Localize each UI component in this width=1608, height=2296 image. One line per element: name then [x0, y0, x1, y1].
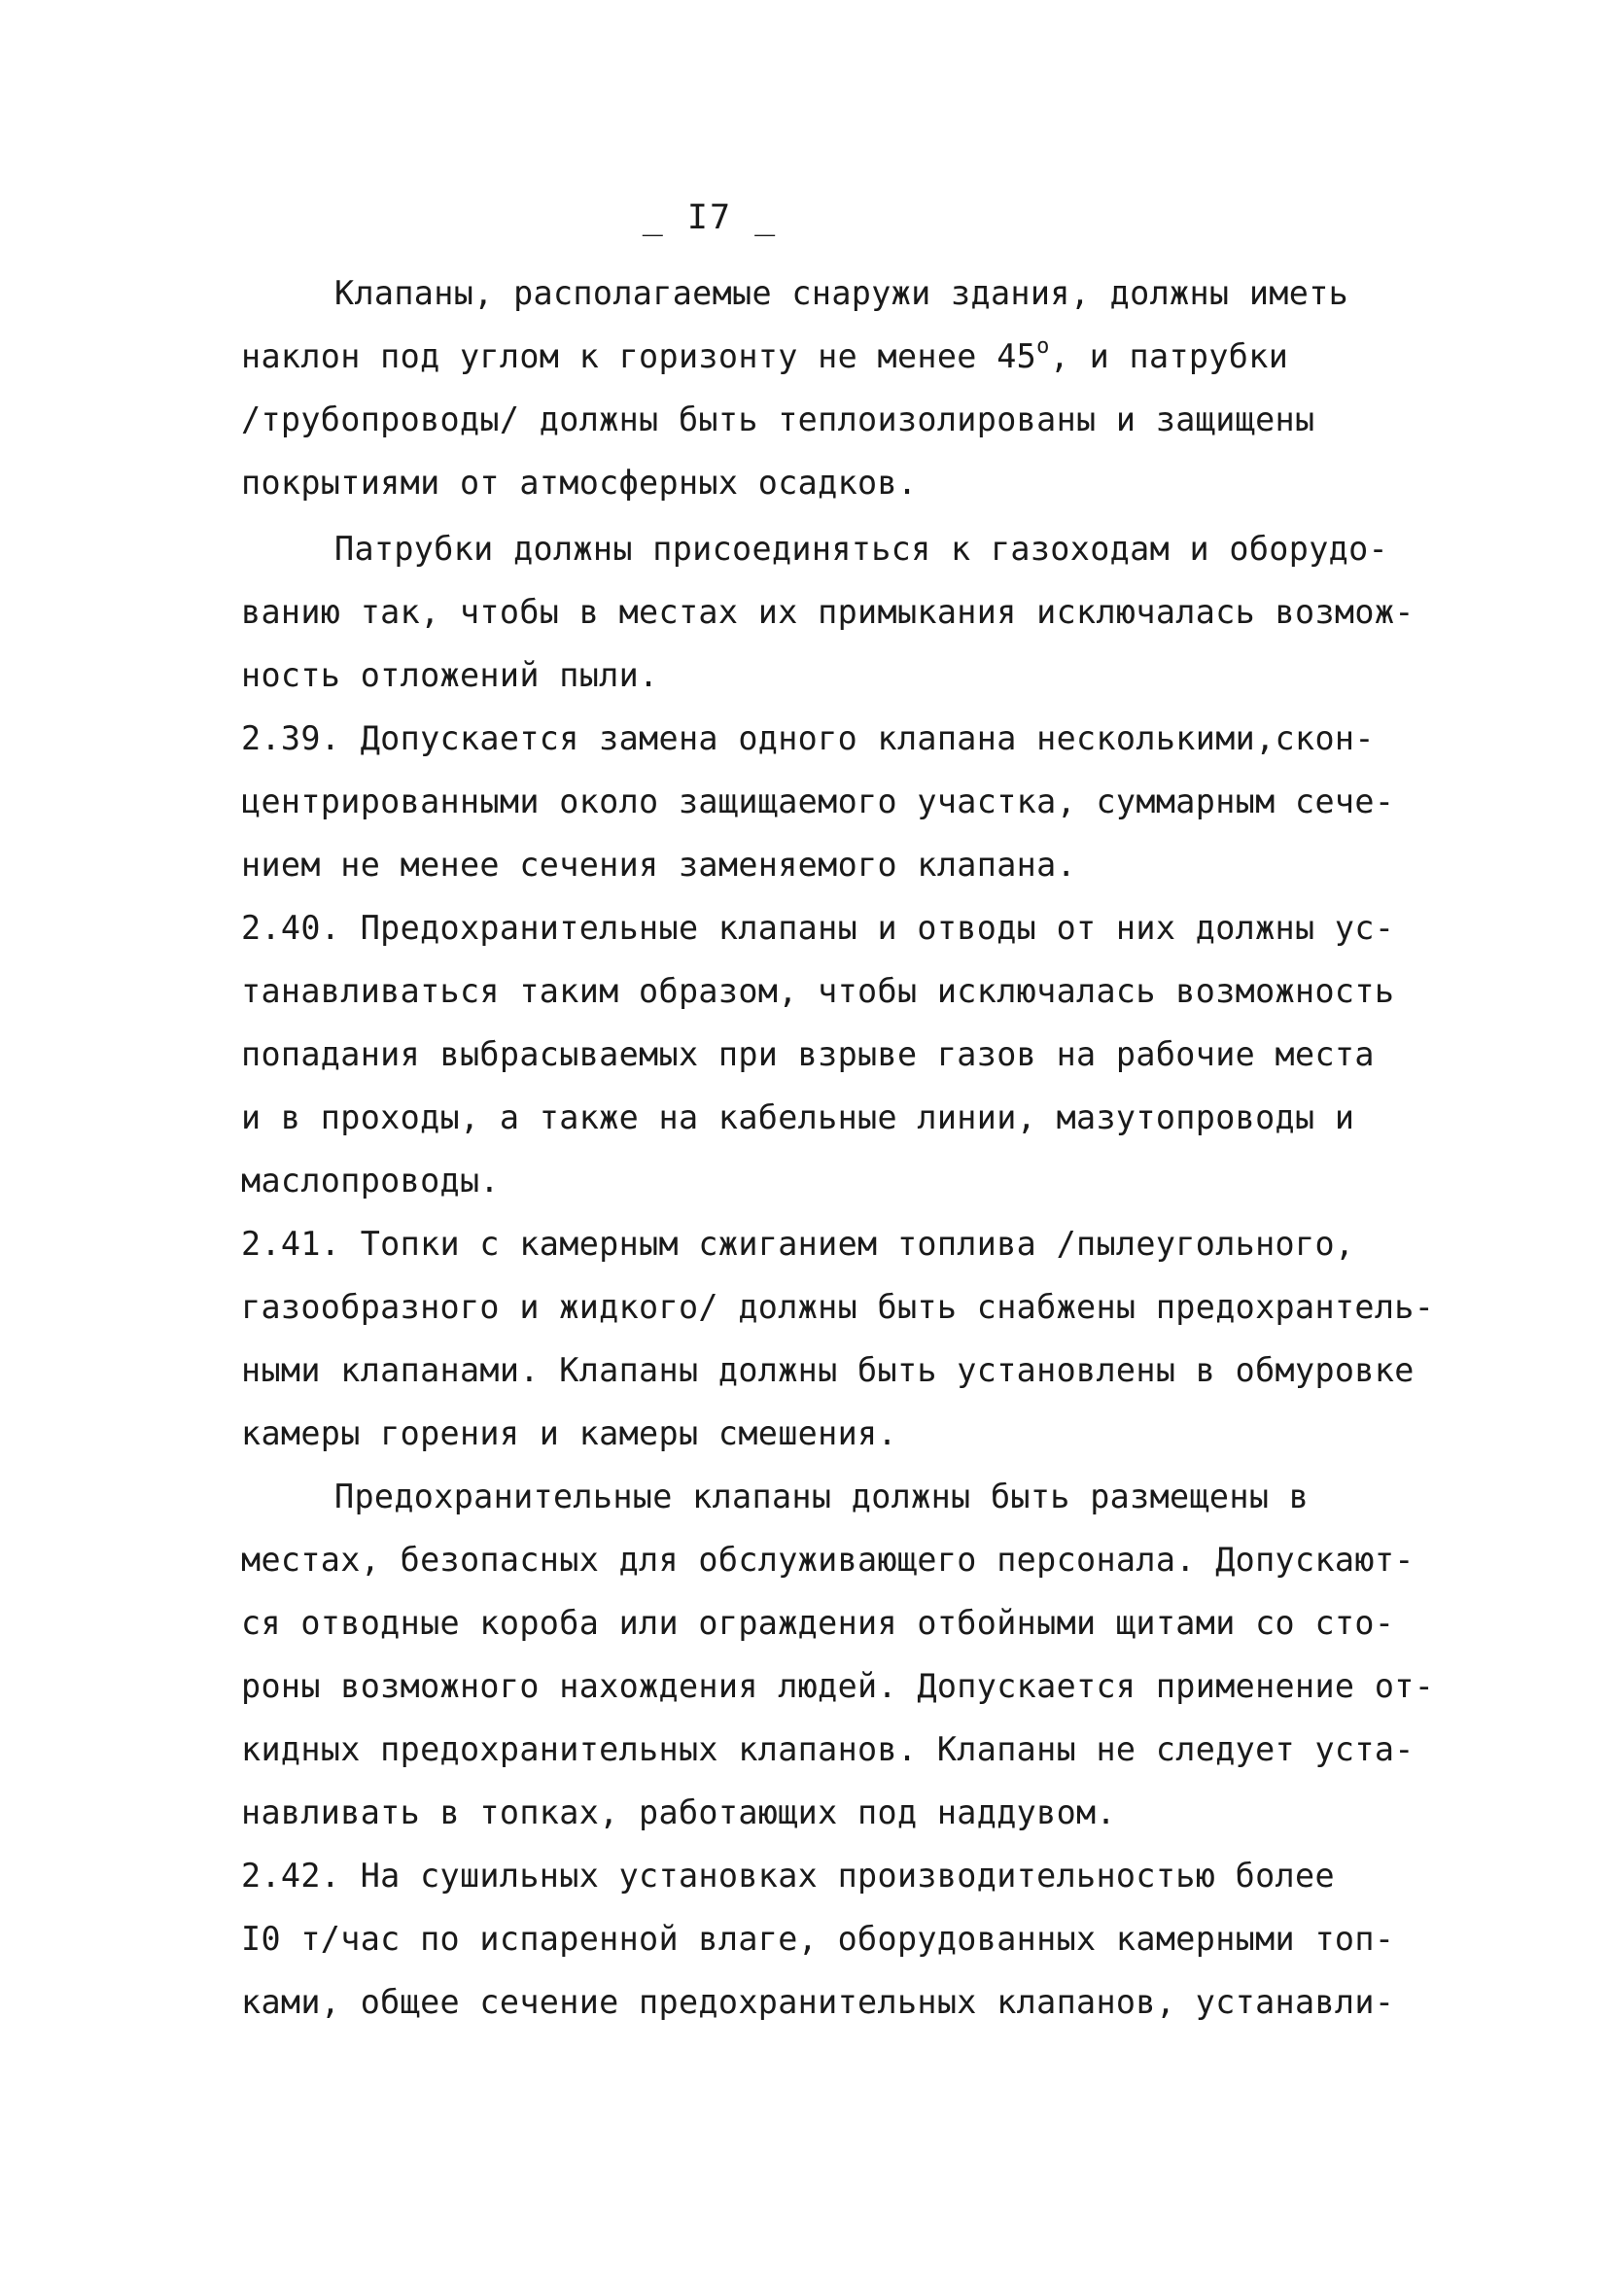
text-line-5: Патрубки должны присоединяться к газоходам и оборудо- — [334, 530, 1389, 568]
text-line-21: местах, безопасных для обслуживающего персонала. Допускают- — [241, 1541, 1415, 1579]
text-line-4: покрытиями от атмосферных осадков. — [241, 464, 918, 502]
text-line-22: ся отводные короба или ограждения отбойными щитами со сто- — [241, 1604, 1395, 1642]
text-line-2 — [241, 333, 1289, 375]
text-line-12: танавливаться таким образом, чтобы исключалась возможность — [241, 972, 1395, 1010]
text-line-11: 2.40. Предохранительные клапаны и отводы от них должны ус- — [241, 909, 1395, 947]
text-line-9: центрированными около защищаемого участка, суммарным сече- — [241, 783, 1395, 820]
text-line-24: кидных предохранительных клапанов. Клапаны не следует уста- — [241, 1730, 1415, 1768]
text-line-6: ванию так, чтобы в местах их примыкания исключалась возмож- — [241, 593, 1415, 631]
text-line-1: Клапаны, располагаемые снаружи здания, должны иметь — [334, 274, 1349, 312]
text-line-17: газообразного и жидкого/ должны быть снабжены предохрантель- — [241, 1288, 1435, 1326]
text-line-10: нием не менее сечения заменяемого клапана. — [241, 846, 1077, 884]
text-line-13: попадания выбрасываемых при взрыве газов на рабочие места — [241, 1035, 1375, 1073]
text-line-16: 2.41. Топки с камерным сжиганием топлива /пылеугольного, — [241, 1225, 1355, 1263]
text-line-25: навливать в топках, работающих под наддувом. — [241, 1793, 1116, 1831]
text-line-2-tail: , и патрубки — [1049, 337, 1289, 375]
text-line-2-main: наклон под углом к горизонту не менее 45 — [241, 337, 1037, 375]
text-line-28: ками, общее сечение предохранительных клапанов, устанавли- — [241, 1983, 1395, 2021]
degree-superscript: о — [1036, 333, 1050, 359]
text-line-26: 2.42. На сушильных установках производительностью более — [241, 1857, 1335, 1895]
text-line-18: ными клапанами. Клапаны должны быть установлены в обмуровке — [241, 1351, 1415, 1389]
text-line-23: роны возможного нахождения людей. Допускается применение от- — [241, 1667, 1435, 1705]
text-line-27: I0 т/час по испаренной влаге, оборудованных камерными топ- — [241, 1920, 1395, 1958]
text-line-19: камеры горения и камеры смешения. — [241, 1414, 897, 1452]
text-line-14: и в проходы, а также на кабельные линии, мазутопроводы и — [241, 1098, 1355, 1136]
text-line-15: маслопроводы. — [241, 1162, 500, 1200]
text-line-20: Предохранительные клапаны должны быть размещены в — [334, 1478, 1310, 1515]
page-number: _ I7 _ — [642, 198, 778, 237]
text-line-8: 2.39. Допускается замена одного клапана несколькими,скон- — [241, 719, 1375, 757]
text-line-3: /трубопроводы/ должны быть теплоизолированы и защищены — [241, 400, 1315, 438]
text-line-7: ность отложений пыли. — [241, 656, 659, 694]
